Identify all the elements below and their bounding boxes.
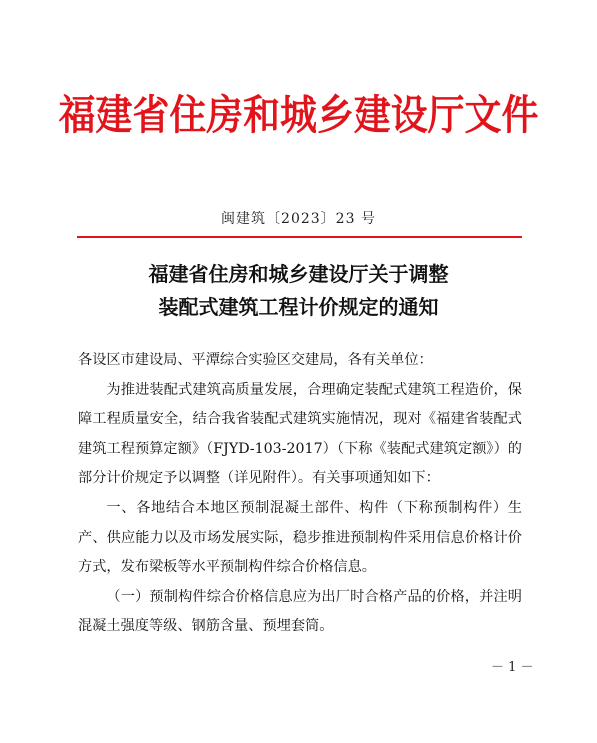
document-number: 闽建筑〔2023〕23 号	[221, 211, 376, 227]
salutation: 各设区市建设局、平潭综合实验区交建局，各有关单位：	[78, 352, 433, 368]
title-line-1: 福建省住房和城乡建设厅关于调整	[148, 262, 449, 286]
document-body	[78, 346, 522, 642]
body-paragraph-1: 为推进装配式建筑高质量发展，合理确定装配式建筑工程造价，保障工程质量安全，结合我省装配式建筑实施情况，现对《福建省装配式建筑工程预算定额》（FJYD-103-2017）（下称《装配式建筑定额》）的部分计价规定予以调整（详见附件）。有关事项通知如下：	[78, 381, 522, 487]
body-paragraph-2: 一、各地结合本地区预制混凝土部件、构件（下称预制构件）生产、供应能力以及市场发展实际，稳步推进预制构件采用信息价格计价方式，发布梁板等水平预制构件综合价格信息。	[78, 499, 522, 576]
title-line-2: 装配式建筑工程计价规定的通知	[158, 295, 439, 319]
red-divider-line	[77, 236, 522, 238]
body-paragraph-3: （一）预制构件综合价格信息应为出厂时合格产品的价格，并注明混凝土强度等级、钢筋含量、预埋套筒。	[78, 588, 522, 635]
page-number: － 1 －	[491, 660, 534, 675]
document-title	[0, 258, 597, 324]
document-masthead: 福建省住房和城乡建设厅文件	[58, 91, 539, 139]
